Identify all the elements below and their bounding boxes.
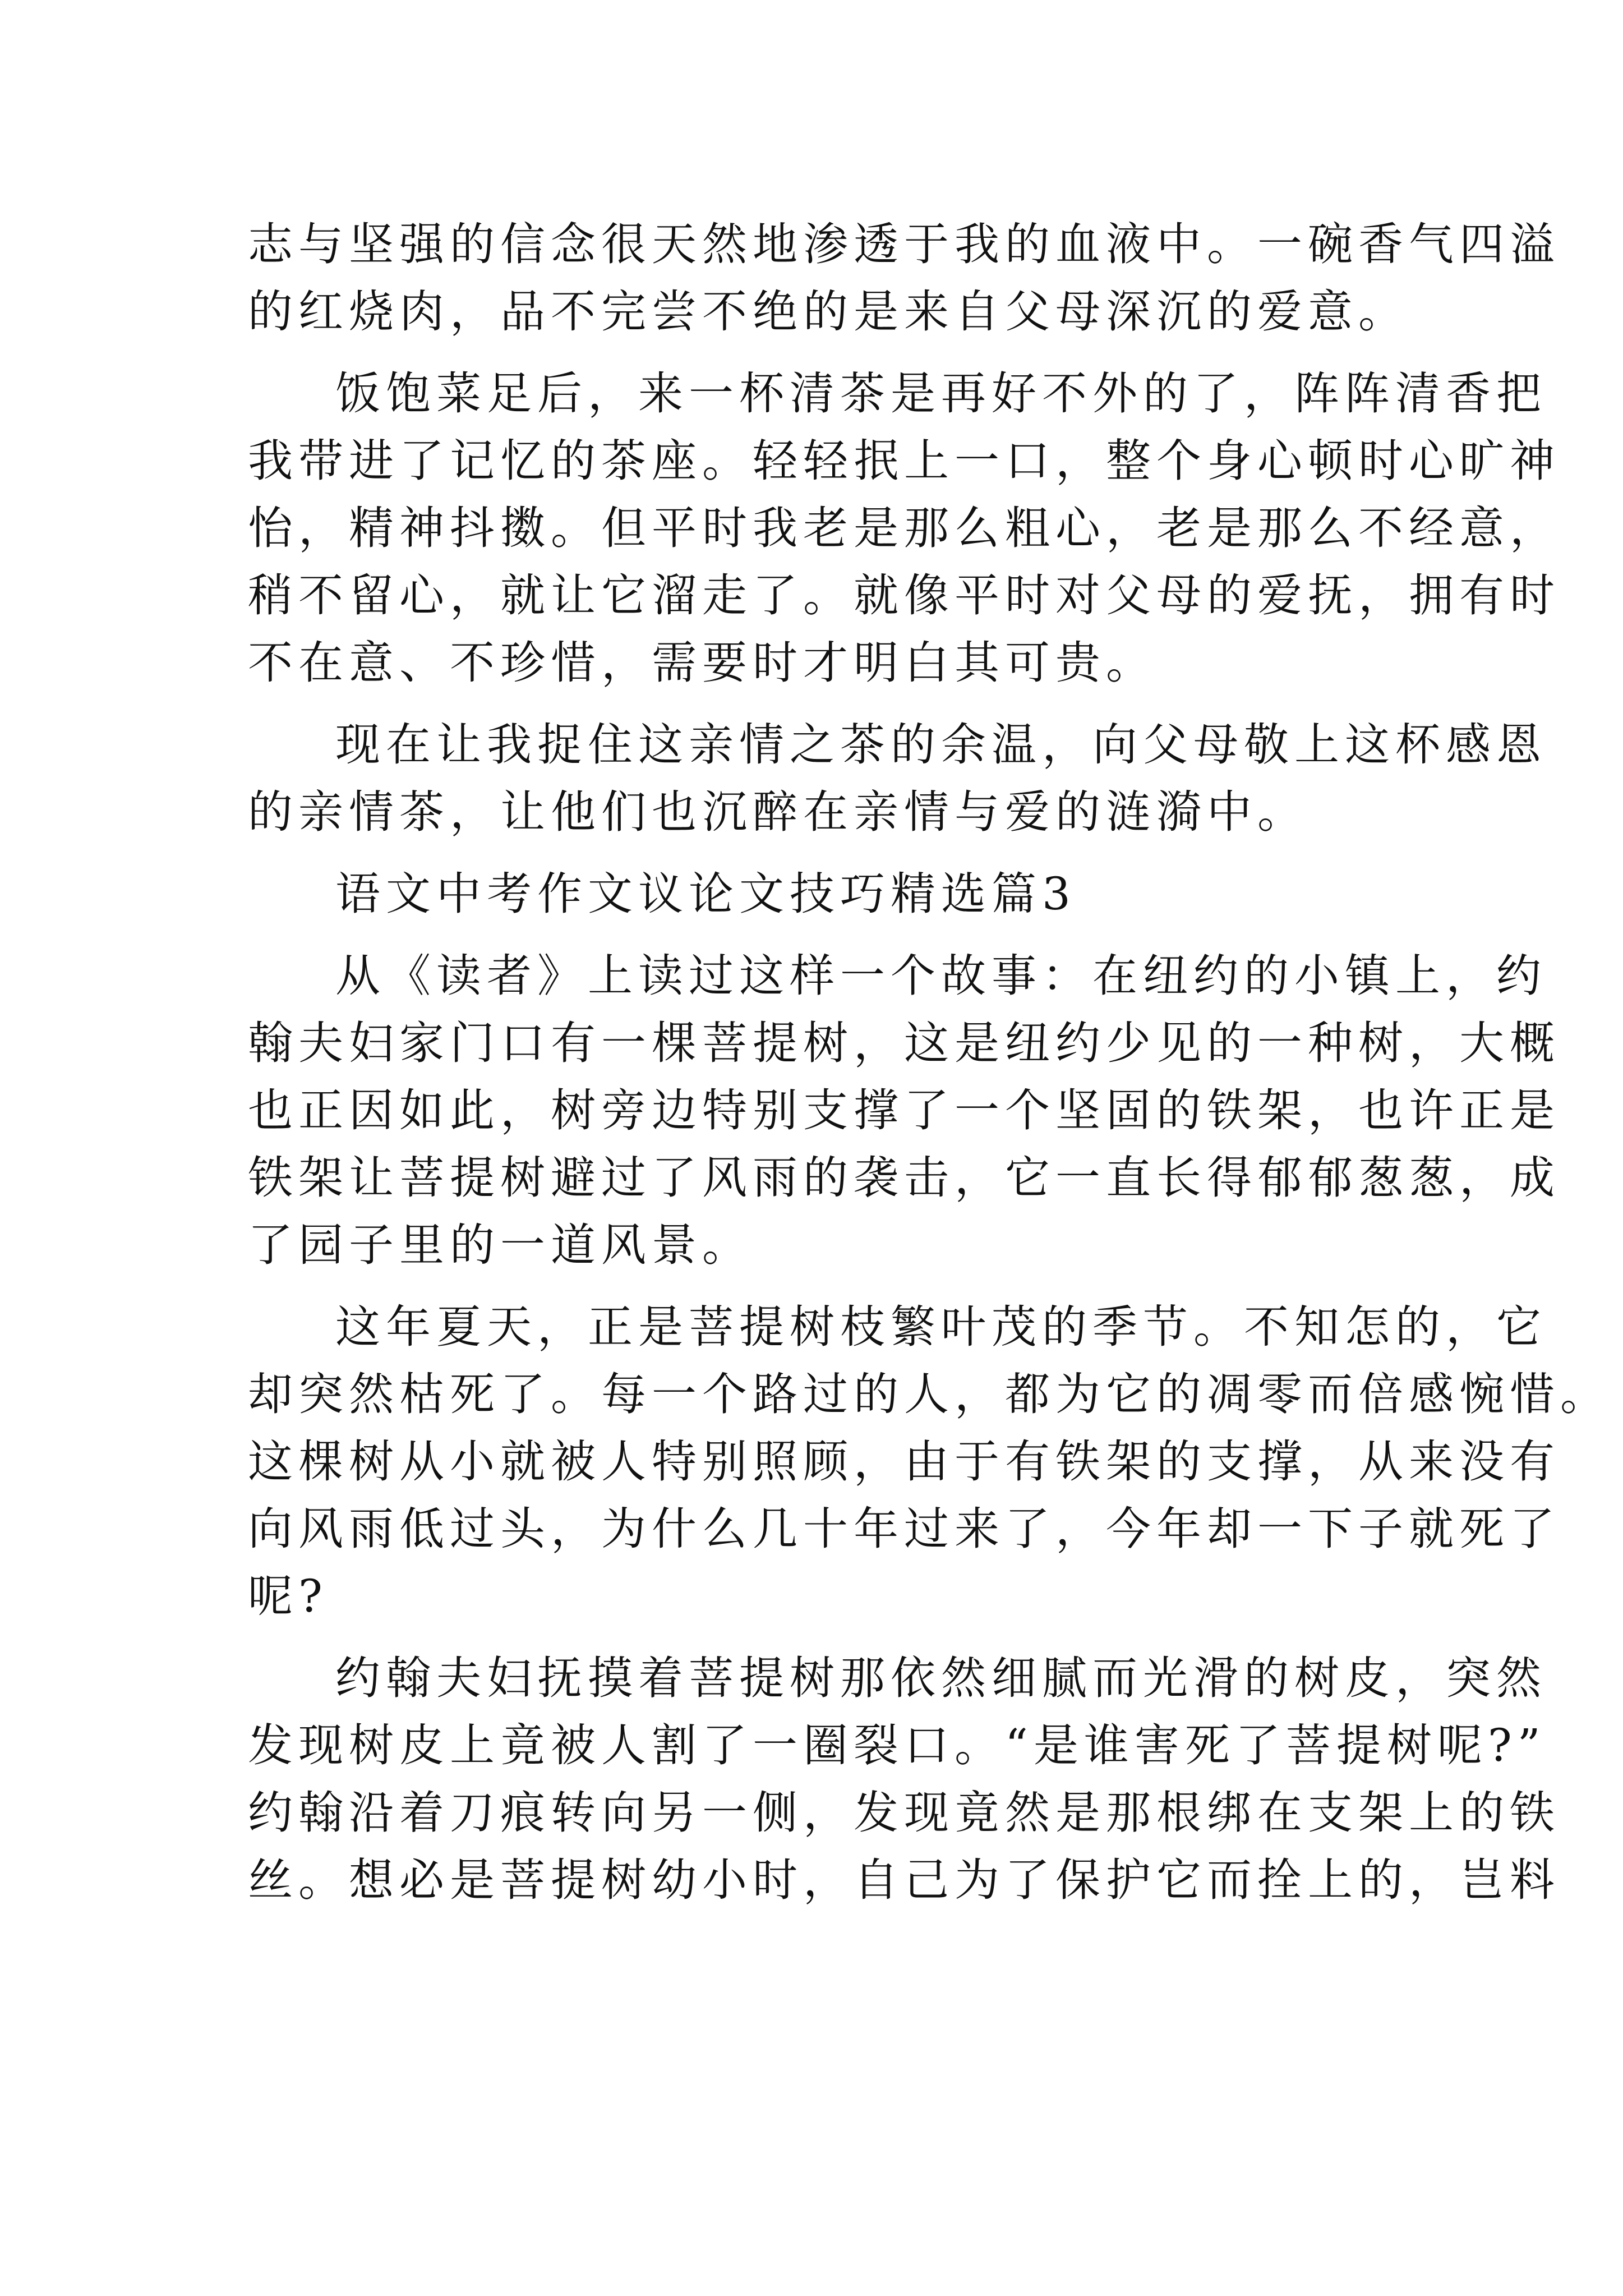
text-line: 的亲情茶，让他们也沉醉在亲情与爱的涟漪中。: [248, 786, 1308, 838]
text-line: 却突然枯死了。每一个路过的人，都为它的凋零而倍感惋惜。: [248, 1368, 1611, 1420]
paragraph-first-line: 从《读者》上读过这样一个故事：在纽约的小镇上，约: [335, 950, 1547, 1002]
text-line: 了园子里的一道风景。: [248, 1219, 753, 1271]
paragraph-first-line: 这年夏天，正是菩提树枝繁叶茂的季节。不知怎的，它: [335, 1301, 1547, 1353]
paragraph-first-line: 饭饱菜足后，来一杯清茶是再好不外的了，阵阵清香把: [335, 367, 1547, 420]
text-line: 不在意、不珍惜，需要时才明白其可贵。: [248, 637, 1156, 689]
text-line: 志与坚强的信念很天然地渗透于我的血液中。一碗香气四溢: [248, 218, 1560, 270]
paragraph-first-line: 现在让我捉住这亲情之茶的余温，向父母敬上这杯感恩: [335, 719, 1547, 771]
text-line: 翰夫妇家门口有一棵菩提树，这是纽约少见的一种树，大概: [248, 1017, 1560, 1069]
text-line: 呢?: [248, 1570, 328, 1622]
text-line: 铁架让菩提树避过了风雨的袭击，它一直长得郁郁葱葱，成: [248, 1152, 1560, 1204]
text-line: 怡，精神抖擞。但平时我老是那么粗心，老是那么不经意，: [248, 502, 1560, 554]
text-line: 丝。想必是菩提树幼小时，自己为了保护它而拴上的，岂料: [248, 1854, 1560, 1906]
section-heading: 语文中考作文议论文技巧精选篇3: [335, 868, 1076, 920]
text-line: 约翰沿着刀痕转向另一侧，发现竟然是那根绑在支架上的铁: [248, 1787, 1560, 1839]
text-line: 向风雨低过头，为什么几十年过来了，今年却一下子就死了: [248, 1503, 1560, 1555]
text-line: 我带进了记忆的茶座。轻轻抿上一口，整个身心顿时心旷神: [248, 435, 1560, 487]
text-line: 的红烧肉，品不完尝不绝的是来自父母深沉的爱意。: [248, 286, 1409, 338]
text-line: 发现树皮上竟被人割了一圈裂口。“是谁害死了菩提树呢?”: [248, 1719, 1546, 1772]
paragraph-first-line: 约翰夫妇抚摸着菩提树那依然细腻而光滑的树皮，突然: [335, 1652, 1547, 1704]
text-line: 也正因如此，树旁边特别支撑了一个坚固的铁架，也许正是: [248, 1084, 1560, 1137]
text-line: 这棵树从小就被人特别照顾，由于有铁架的支撑，从来没有: [248, 1435, 1560, 1488]
text-line: 稍不留心，就让它溜走了。就像平时对父母的爱抚，拥有时: [248, 569, 1560, 622]
